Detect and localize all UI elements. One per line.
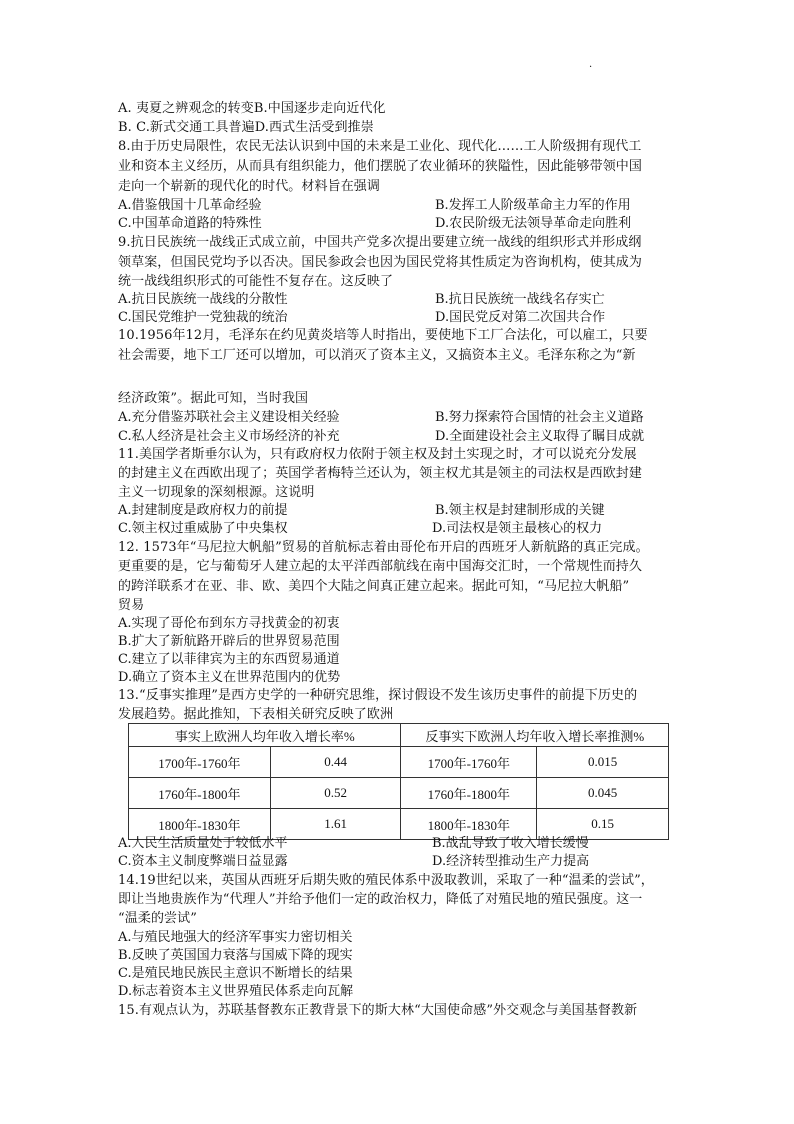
- table-cell: 1800年-1830年: [401, 809, 537, 840]
- q12-stem-line-3: 的跨洋联系才在亚、非、欧、美四个大陆之间真正建立起来。据此可知，“马尼拉大帆船”: [118, 579, 630, 594]
- q13-option-b: B.战乱导致了收入增长缓慢: [432, 836, 589, 851]
- q14-option-b: B.反映了英国国力衰落与国威下降的现实: [118, 948, 353, 963]
- q14-stem-line-1: 14.19世纪以来，英国从西班牙后期失败的殖民体系中汲取教训，采取了一种“温柔的尝试”，: [118, 873, 654, 888]
- table-cell: 1700年-1760年: [129, 747, 271, 778]
- table-cell: 1760年-1800年: [129, 778, 271, 809]
- q13-option-c: C.资本主义制度弊端日益显露: [118, 854, 288, 869]
- table-header-factual: 事实上欧洲人均年收入增长率%: [129, 724, 401, 747]
- table-cell: 0.015: [537, 747, 669, 778]
- q8-stem-line-2: 业和资本主义经历，从而具有组织能力，他们摆脱了农业循环的狭隘性，因此能够带领中国: [118, 159, 643, 174]
- q10-stem-line-1: 10.1956年12月，毛泽东在约见黄炎培等人时指出，要使地下工厂合法化，可以雇工，只要: [118, 328, 648, 343]
- q9-option-a: A.抗日民族统一战线的分散性: [118, 292, 288, 307]
- q9-option-b: B.抗日民族统一战线名存实亡: [435, 292, 605, 307]
- table-row: [129, 747, 669, 778]
- table-cell: 0.045: [537, 778, 669, 809]
- table-cell: 0.15: [537, 809, 669, 840]
- q15-stem-line-1: 15.有观点认为，苏联基督教东正教背景下的斯大林“大国使命感”外交观念与美国基督教新: [118, 1003, 638, 1018]
- q11-stem-line-1: 11.美国学者斯垂尔认为，只有政府权力依附于领主权及封土实现之时，才可以说充分发展: [118, 447, 637, 462]
- q14-stem-line-2: 即让当地贵族作为“代理人”并给予他们一定的政治权力，降低了对殖民地的殖民强度。这一: [118, 892, 643, 907]
- q11-stem-line-2: 的封建主义在西欧出现了；英国学者梅特兰还认为，领主权尤其是领主的司法权是西欧封建: [118, 466, 643, 481]
- q12-option-b: B.扩大了新航路开辟后的世界贸易范围: [118, 634, 340, 649]
- q10-option-a: A.充分借鉴苏联社会主义建设相关经验: [118, 410, 340, 425]
- q13-option-a: A.人民生活质量处于较低水平: [118, 836, 288, 851]
- q13-stem-line-1: 13.“反事实推理”是西方史学的一种研究思维，探讨假设不发生该历史事件的前提下历史的: [118, 688, 638, 703]
- q11-stem-line-3: 主义一切现象的深刻根源。这说明: [118, 485, 315, 500]
- income-growth-table: [128, 723, 669, 840]
- q9-stem-line-2: 领草案，但国民党均予以否决。国民参政会也因为国民党将其性质定为咨询机构，使其成为: [118, 255, 643, 270]
- header-dot: .: [589, 59, 593, 70]
- q11-option-a: A.封建制度是政府权力的前提: [118, 503, 288, 518]
- q8-option-c: C.中国革命道路的特殊性: [118, 216, 262, 231]
- q12-stem-line-1: 12. 1573年“马尼拉大帆船”贸易的首航标志着由哥伦布开启的西班牙人新航路的真正完成。: [118, 540, 649, 555]
- q13-option-d: D.经济转型推动生产力提高: [432, 854, 590, 869]
- q12-stem-line-2: 更重要的是，它与葡萄牙人建立起的太平洋西部航线在南中国海交汇时，一个常规性而持久: [118, 559, 643, 574]
- q10-stem-line-2: 社会需要，地下工厂还可以增加，可以消灭了资本主义，又搞资本主义。毛泽东称之为“新: [118, 348, 636, 363]
- q12-option-d: D.确立了资本主义在世界范围内的优势: [118, 670, 341, 685]
- q12-option-a: A.实现了哥伦布到东方寻找黄金的初衷: [118, 616, 340, 631]
- table-cell: 1800年-1830年: [129, 809, 271, 840]
- table-header-counterfactual: 反事实下欧洲人均年收入增长率推测%: [401, 724, 669, 747]
- q8-option-a: A.借鉴俄国十几革命经验: [118, 198, 262, 213]
- q9-stem-line-3: 统一战线组织形式的可能性不复存在。这反映了: [118, 274, 394, 289]
- q9-stem-line-1: 9.抗日民族统一战线正式成立前，中国共产党多次提出要建立统一战线的组织形式并形成纲: [118, 235, 642, 250]
- table-header-row: [129, 724, 669, 747]
- q10-stem-line-3: 经济政策”。据此可知，当时我国: [118, 391, 309, 406]
- q9-option-d: D.国民党反对第二次国共合作: [435, 310, 606, 325]
- q8-stem-line-1: 8.由于历史局限性，农民无法认识到中国的未来是工业化、现代化……工人阶级拥有现代工: [118, 139, 642, 154]
- q11-option-c: C.领主权过重威胁了中央集权: [118, 521, 288, 536]
- table-cell: 1760年-1800年: [401, 778, 537, 809]
- q12-option-c: C.建立了以菲律宾为主的东西贸易通道: [118, 652, 340, 667]
- q14-option-c: C.是殖民地民族民主意识不断增长的结果: [118, 966, 353, 981]
- q11-option-b: B.领主权是封建制形成的关键: [435, 503, 605, 518]
- table-row: [129, 778, 669, 809]
- q8-option-d: D.农民阶级无法领导革命走向胜利: [435, 216, 632, 231]
- q14-option-a: A.与殖民地强大的经济军事实力密切相关: [118, 930, 353, 945]
- q7-options-ab: A. 夷夏之辨观念的转变B.中国逐步走向近代化: [118, 101, 386, 116]
- table-cell: 1.61: [270, 809, 401, 840]
- table-cell: 0.44: [270, 747, 401, 778]
- q10-option-b: B.努力探索符合国情的社会主义道路: [435, 410, 644, 425]
- q10-option-c: C.私人经济是社会主义市场经济的补充: [118, 429, 340, 444]
- q13-stem-line-2: 发展趋势。据此推知，下表相关研究反映了欧洲: [118, 707, 394, 722]
- q7-options-cd: B. C.新式交通工具普遍D.西式生活受到推崇: [118, 120, 374, 135]
- q14-stem-line-3: “温柔的尝试”: [118, 911, 197, 926]
- q11-option-d: D.司法权是领主最核心的权力: [432, 521, 603, 536]
- table-cell: 0.52: [270, 778, 401, 809]
- q12-stem-line-4: 贸易: [118, 598, 145, 613]
- table-cell: 1700年-1760年: [401, 747, 537, 778]
- q9-option-c: C.国民党维护一党独裁的统治: [118, 310, 288, 325]
- q14-option-d: D.标志着资本主义世界殖民体系走向瓦解: [118, 984, 354, 999]
- q8-option-b: B.发挥工人阶级革命主力军的作用: [435, 198, 631, 213]
- q8-stem-line-3: 走向一个崭新的现代化的时代。材料旨在强调: [118, 179, 381, 194]
- q10-option-d: D.全面建设社会主义取得了瞩目成就: [435, 429, 645, 444]
